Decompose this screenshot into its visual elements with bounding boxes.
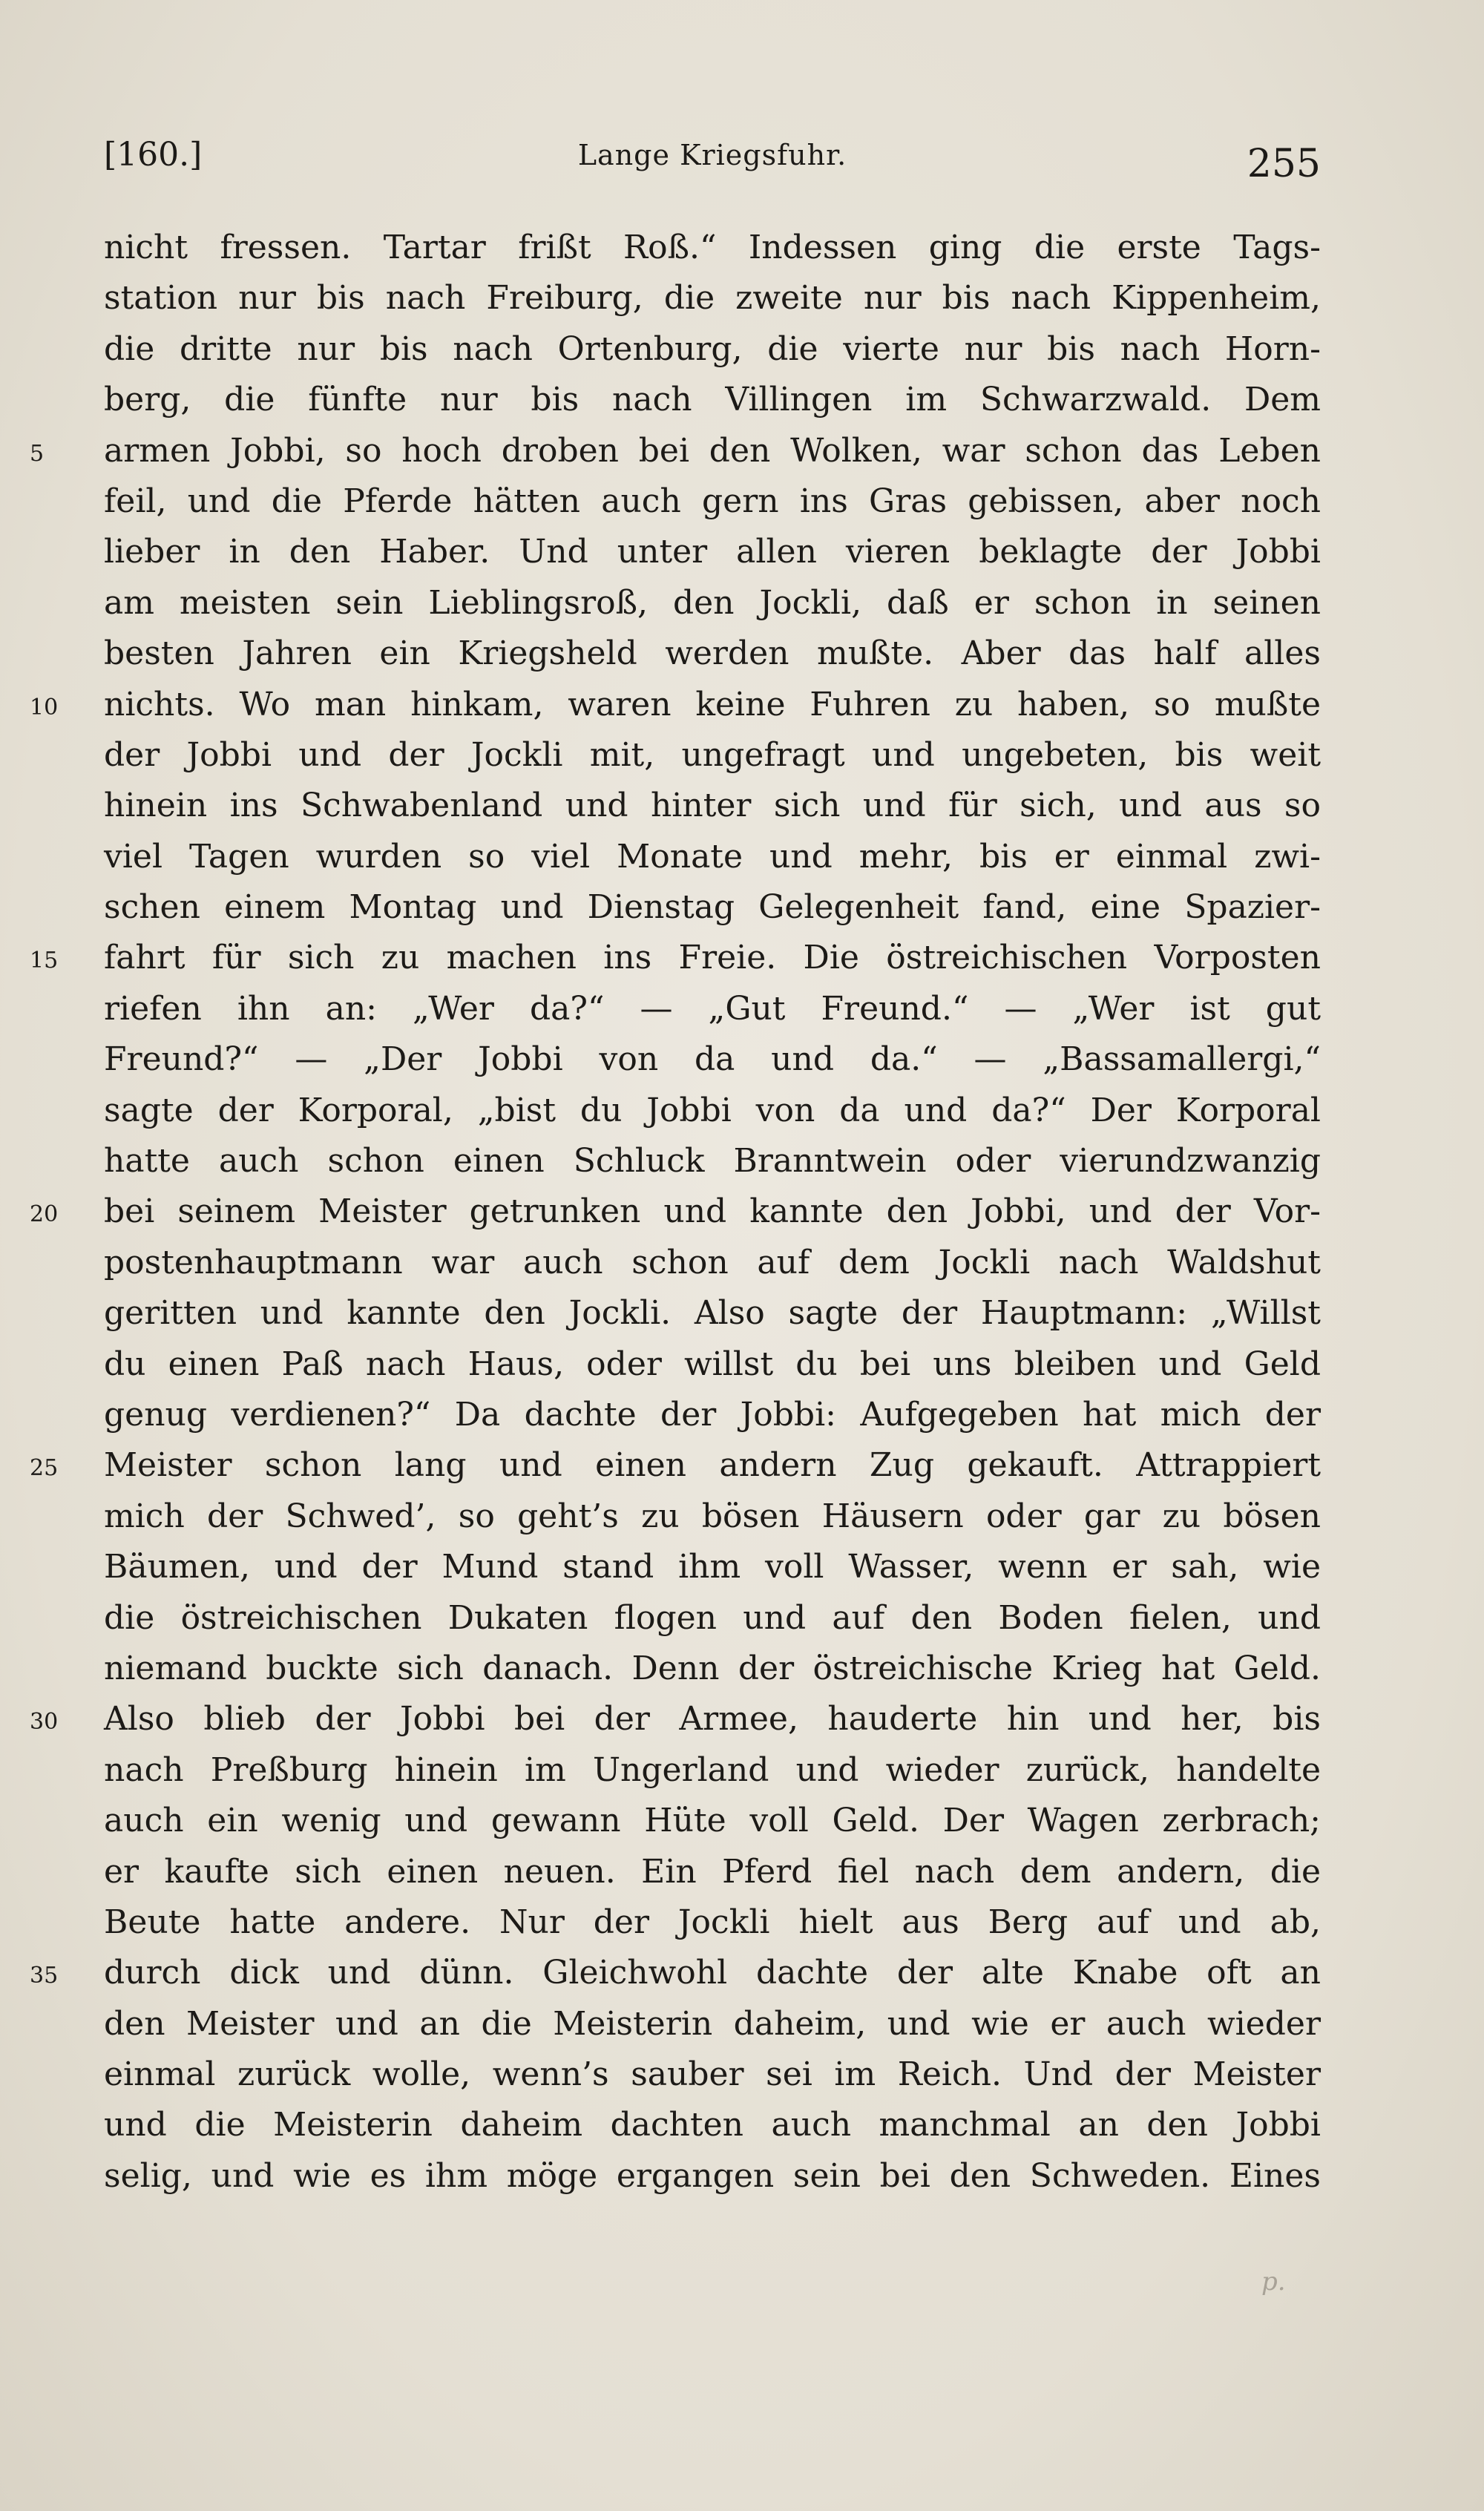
line-text: Freund?“ — „Der Jobbi von da und da.“ — „Bassamallergi,“ xyxy=(104,1040,1321,1079)
line-text: viel Tagen wurden so viel Monate und mehr, bis er einmal zwi- xyxy=(104,837,1321,876)
line-text: armen Jobbi, so hoch droben bei den Wolken, war schon das Leben xyxy=(104,431,1321,470)
line-number: 10 xyxy=(30,694,59,721)
text-line xyxy=(104,476,1321,527)
line-text: Bäumen, und der Mund stand ihm voll Wasser, wenn er sah, wie xyxy=(104,1548,1321,1586)
text-line xyxy=(30,426,1321,476)
pencil-annotation: p. xyxy=(1261,2267,1286,2297)
text-line xyxy=(30,1186,1321,1237)
line-text: berg, die fünfte nur bis nach Villingen im Schwarzwald. Dem xyxy=(104,381,1321,419)
line-text: Meister schon lang und einen andern Zug gekauft. Attrappiert xyxy=(104,1446,1321,1485)
text-line xyxy=(104,1593,1321,1644)
line-text: am meisten sein Lieblingsroß, den Jockli, daß er schon in seinen xyxy=(104,583,1321,622)
line-text: lieber in den Haber. Und unter allen vieren beklagte der Jobbi xyxy=(104,533,1321,571)
text-line xyxy=(104,2151,1321,2202)
running-title: Lange Kriegsfuhr. xyxy=(577,139,847,171)
text-line xyxy=(104,1034,1321,1085)
line-number: 20 xyxy=(30,1201,59,1228)
text-line xyxy=(104,1644,1321,1694)
line-text: Also blieb der Jobbi bei der Armee, hauderte hin und her, bis xyxy=(104,1700,1321,1739)
line-number: 30 xyxy=(30,1709,59,1736)
line-text: Beute hatte andere. Nur der Jockli hielt aus Berg auf und ab, xyxy=(104,1903,1321,1941)
signature-mark: [160.] xyxy=(104,136,203,174)
text-line xyxy=(104,781,1321,831)
text-line xyxy=(104,1288,1321,1339)
text-line xyxy=(104,273,1321,324)
line-text: selig, und wie es ihm möge ergangen sein bei den Schweden. Eines xyxy=(104,2156,1321,2195)
text-line xyxy=(104,1897,1321,1948)
line-text: er kaufte sich einen neuen. Ein Pferd fiel nach dem andern, die xyxy=(104,1852,1321,1891)
text-line xyxy=(104,832,1321,882)
line-text: die östreichischen Dukaten flogen und auf den Boden fielen, und xyxy=(104,1598,1321,1637)
line-text: nicht fressen. Tartar frißt Roß.“ Indessen ging die erste Tags- xyxy=(104,229,1321,266)
text-line xyxy=(30,1440,1321,1491)
line-text: fahrt für sich zu machen ins Freie. Die östreichischen Vorposten xyxy=(104,939,1321,977)
line-number: 5 xyxy=(30,440,45,467)
line-text: auch ein wenig und gewann Hüte voll Geld. Der Wagen zerbrach; xyxy=(104,1802,1321,1840)
text-line xyxy=(104,1238,1321,1288)
text-line xyxy=(104,527,1321,577)
line-text: der Jobbi und der Jockli mit, ungefragt und ungebeten, bis weit xyxy=(104,735,1321,774)
line-text: den Meister und an die Meisterin daheim, und wie er auch wieder xyxy=(104,2004,1321,2043)
text-line xyxy=(104,1390,1321,1440)
text-line xyxy=(104,1491,1321,1542)
text-line xyxy=(104,1136,1321,1186)
line-text: bei seinem Meister getrunken und kannte den Jobbi, und der Vor- xyxy=(104,1192,1321,1231)
line-text: du einen Paß nach Haus, oder willst du bei uns bleiben und Geld xyxy=(104,1345,1321,1383)
text-line xyxy=(104,984,1321,1034)
line-text: schen einem Montag und Dienstag Gelegenheit fand, eine Spazier- xyxy=(104,888,1321,927)
line-text: sagte der Korporal, „bist du Jobbi von da und da?“ Der Korporal xyxy=(104,1091,1321,1129)
line-number: 35 xyxy=(30,1963,59,1989)
text-line xyxy=(104,730,1321,781)
text-line xyxy=(30,1948,1321,1998)
line-text: nach Preßburg hinein im Ungerland und wieder zurück, handelte xyxy=(104,1750,1321,1789)
text-line xyxy=(104,1796,1321,1846)
text-line xyxy=(104,1086,1321,1136)
line-text: einmal zurück wolle, wenn’s sauber sei im Reich. Und der Meister xyxy=(104,2055,1321,2094)
text-line xyxy=(104,1745,1321,1796)
line-text: feil, und die Pferde hätten auch gern ins Gras gebissen, aber noch xyxy=(104,482,1321,520)
text-line xyxy=(104,2049,1321,2100)
text-line xyxy=(104,324,1321,375)
text-line xyxy=(104,1339,1321,1390)
text-line xyxy=(30,680,1321,730)
text-line xyxy=(104,1542,1321,1592)
line-text: durch dick und dünn. Gleichwohl dachte der alte Knabe oft an xyxy=(104,1954,1321,1992)
line-text: besten Jahren ein Kriegsheld werden mußte. Aber das half alles xyxy=(104,634,1321,673)
line-number: 15 xyxy=(30,948,59,974)
line-text: hatte auch schon einen Schluck Branntwein oder vierundzwanzig xyxy=(104,1142,1321,1181)
line-text: geritten und kannte den Jockli. Also sagte der Hauptmann: „Willst xyxy=(104,1294,1321,1333)
text-line xyxy=(104,2100,1321,2150)
page-number: 255 xyxy=(1247,142,1321,186)
page-header xyxy=(104,122,1321,189)
line-text: riefen ihn an: „Wer da?“ — „Gut Freund.“ — „Wer ist gut xyxy=(104,989,1321,1028)
text-line xyxy=(104,375,1321,425)
text-line xyxy=(30,1694,1321,1744)
text-line xyxy=(104,628,1321,679)
line-text: und die Meisterin daheim dachten auch manchmal an den Jobbi xyxy=(104,2106,1321,2144)
line-number: 25 xyxy=(30,1455,59,1482)
line-text: mich der Schwed’, so geht’s zu bösen Häusern oder gar zu bösen xyxy=(104,1497,1321,1535)
body-text xyxy=(30,223,1321,2202)
line-text: hinein ins Schwabenland und hinter sich und für sich, und aus so xyxy=(104,787,1321,825)
line-text: station nur bis nach Freiburg, die zweite nur bis nach Kippenheim, xyxy=(104,279,1321,318)
text-line xyxy=(104,882,1321,933)
text-line xyxy=(104,223,1321,273)
text-line xyxy=(104,578,1321,628)
text-line xyxy=(30,933,1321,983)
text-line xyxy=(104,1847,1321,1897)
line-text: nichts. Wo man hinkam, waren keine Fuhren zu haben, so mußte xyxy=(104,685,1321,723)
line-text: niemand buckte sich danach. Denn der östreichische Krieg hat Geld. xyxy=(104,1649,1321,1687)
line-text: genug verdienen?“ Da dachte der Jobbi: Aufgegeben hat mich der xyxy=(104,1395,1321,1434)
line-text: die dritte nur bis nach Ortenburg, die vierte nur bis nach Horn- xyxy=(104,329,1321,368)
line-text: postenhauptmann war auch schon auf dem Jockli nach Waldshut xyxy=(104,1243,1321,1281)
text-line xyxy=(104,1999,1321,2049)
